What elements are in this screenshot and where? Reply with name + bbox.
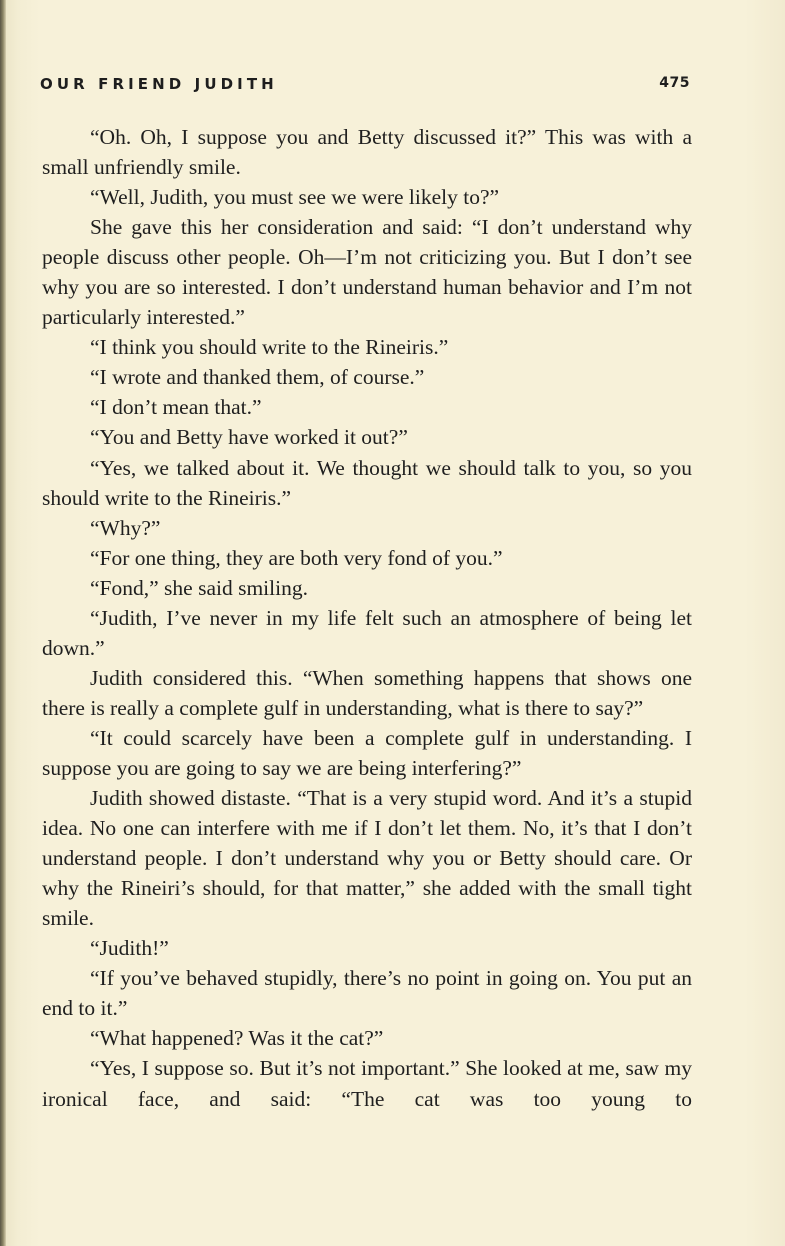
page-number: 475: [659, 75, 690, 91]
paragraph: “It could scarcely have been a complete gulf in understanding. I suppose you are going to say we are being interfering?”: [42, 725, 692, 780]
paragraph: “Oh. Oh, I suppose you and Betty discussed it?” This was with a small unfriendly smile.: [42, 125, 692, 180]
paragraph: “Fond,” she said smiling.: [90, 575, 308, 600]
page-binding-edge: [0, 0, 6, 1246]
paragraph: “Judith, I’ve never in my life felt such an atmosphere of being let down.”: [42, 605, 692, 660]
paragraph: “Yes, we talked about it. We thought we should talk to you, so you should write to the Rineiris.”: [42, 455, 692, 510]
paragraph: “I think you should write to the Rineiris.”: [90, 335, 449, 360]
paragraph: Judith considered this. “When something happens that shows one there is really a complete gulf in understanding, what is there to say?”: [42, 665, 692, 720]
body-text: [42, 122, 692, 1114]
paragraph: “Well, Judith, you must see we were likely to?”: [90, 185, 500, 210]
paragraph: “I wrote and thanked them, of course.”: [90, 365, 425, 390]
paragraph: “What happened? Was it the cat?”: [90, 1026, 384, 1051]
paragraph: “Yes, I suppose so. But it’s not important.” She looked at me, saw my ironical face, and said: “The cat was too young to: [42, 1056, 692, 1111]
running-head: [40, 75, 690, 97]
paragraph: “Judith!”: [90, 936, 169, 961]
paragraph: “I don’t mean that.”: [90, 395, 262, 420]
paragraph: She gave this her consideration and said: “I don’t understand why people discuss other people. Oh—I’m not criticizing you. But I don’t see why you are so interested. I don’t understand human behavior and I’m not particularly interested.”: [42, 215, 692, 330]
paragraph: “Why?”: [90, 515, 161, 540]
paragraph: “If you’ve behaved stupidly, there’s no point in going on. You put an end to it.”: [42, 966, 692, 1021]
paragraph: “For one thing, they are both very fond of you.”: [90, 545, 503, 570]
running-title: OUR FRIEND JUDITH: [40, 75, 278, 93]
paragraph: “You and Betty have worked it out?”: [90, 425, 408, 450]
paragraph: Judith showed distaste. “That is a very stupid word. And it’s a stupid idea. No one can interfere with me if I don’t let them. No, it’s that I don’t understand people. I don’t understand why you or Betty should care. Or why the Rineiri’s should, for that matter,” she added with the small tight smile.: [42, 786, 692, 931]
